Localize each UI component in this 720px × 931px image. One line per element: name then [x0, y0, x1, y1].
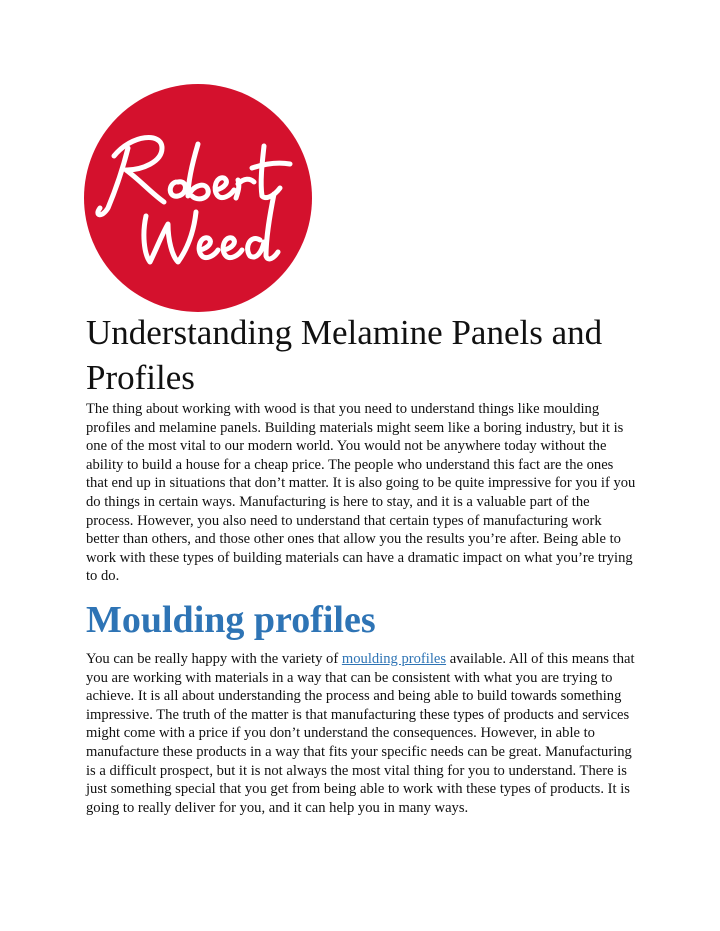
section-paragraph [86, 650, 638, 817]
robert-weed-logo [84, 84, 312, 312]
document-content [86, 310, 638, 817]
section-text-before-link: You can be really happy with the variety of [86, 650, 342, 667]
moulding-profiles-link[interactable]: moulding profiles [341, 650, 447, 667]
section-text-after-link: available. All of this means that you are working with materials in a way that can be consistent with what you are trying to achieve. It is all about understanding the process and being able to build towards something impressive. The truth of the matter is that manufacturing these types of products and services might come with a price if you don’t understand the consequences. However, in able to manufacture these products in a way that fits your specific needs can be great. Manufacturing is a difficult prospect, but it is not always the most vital thing for you to understand. There is just something special that you get from being able to work with these types of products. It is going to really deliver for you, and it can help you in many ways. [86, 650, 635, 816]
logo-graphic [84, 84, 312, 312]
intro-paragraph: The thing about working with wood is that you need to understand things like moulding profiles and melamine panels. Building materials might seem like a boring industry, but it is one of the most vital to our modern world. You would not be anywhere today without the ability to build a house for a cheap price. The people who understand this fact are the ones that end up in situations that don’t matter. It is also going to be quite impressive for you if you do things in certain ways. Manufacturing is here to stay, and it is a valuable part of the process. However, you also need to understand that certain types of manufacturing work better than others, and those other ones that allow you the results you’re after. Being able to work with these types of building materials can have a dramatic impact on what you’re trying to do. [86, 401, 636, 585]
page-title: Understanding Melamine Panels and Profiles [86, 313, 603, 397]
section-heading: Moulding profiles [86, 598, 376, 641]
